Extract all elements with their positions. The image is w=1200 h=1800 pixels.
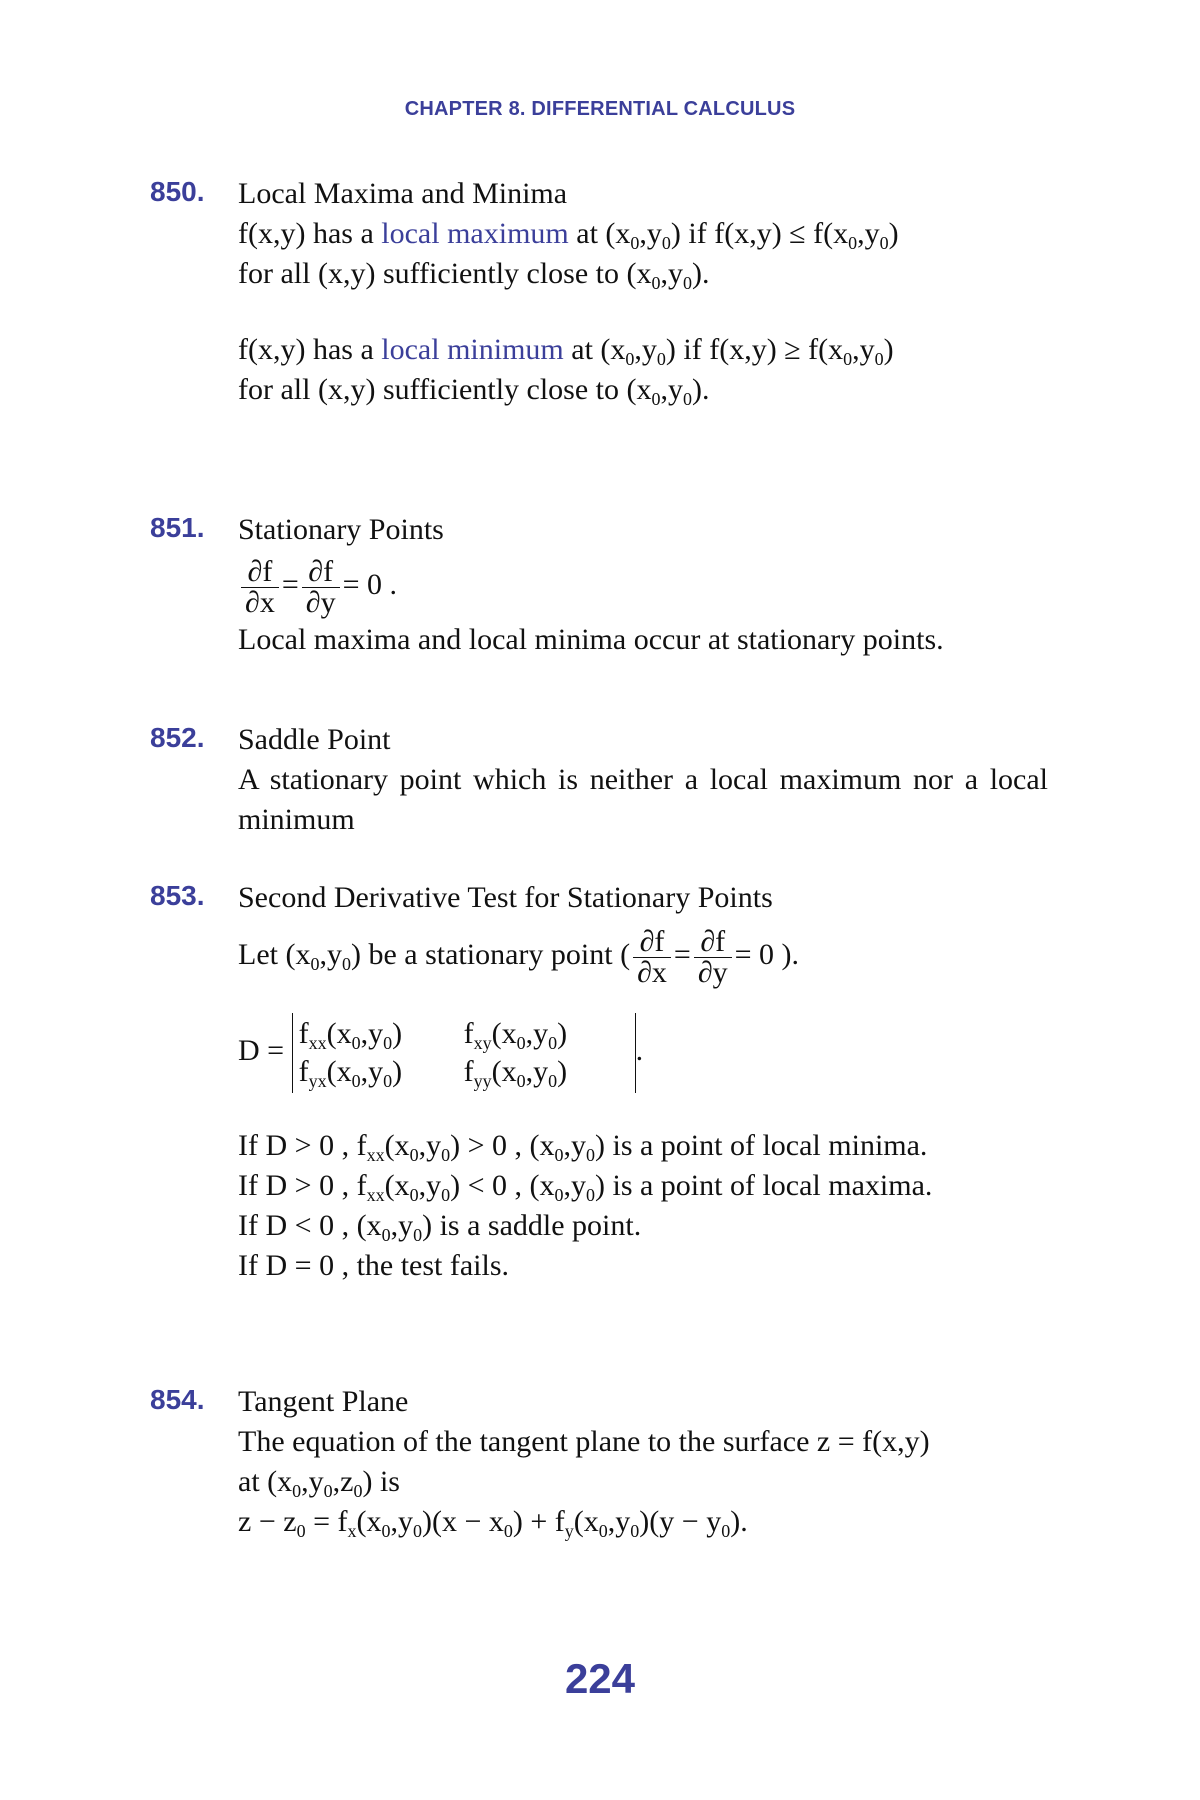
section-title: Local Maxima and Minima: [238, 177, 568, 210]
section-body: [238, 878, 1048, 1286]
section-number: 850.: [150, 176, 205, 207]
close-line: for all (x,y) sufficiently close to $(x_0,y_0)$.: [238, 257, 710, 293]
section-title: Stationary Points: [238, 513, 444, 546]
min-definition-line: f(x,y) has a local minimum at $(x_0,y_0)$ if $f(x,y) \ge f(x_0,y_0)$: [238, 333, 894, 369]
condition-maxima: If D > 0 , $f_{xx}(x_0,y_0) < 0$ , $(x_0,y_0)$ is a point of local maxima.: [238, 1169, 933, 1205]
local-minimum-term: local minimum: [381, 333, 564, 366]
stationary-equation: $\frac{\partial f}{\partial x}$ = $\frac{\partial f}{\partial y}$ = 0 .: [238, 550, 1048, 620]
section-body: [238, 1382, 1048, 1542]
df-dy-fraction: $\frac{\partial f}{\partial y}$: [302, 557, 340, 618]
chapter-header: CHAPTER 8. DIFFERENTIAL CALCULUS: [404, 98, 796, 120]
section-title: Second Derivative Test for Stationary Points: [238, 881, 773, 914]
max-definition-line: f(x,y) has a local maximum at $(x_0,y_0)$ if $f(x,y) \le f(x_0,y_0)$: [238, 217, 899, 253]
condition-fails: If D = 0 , the test fails.: [238, 1249, 510, 1282]
section-body: [238, 720, 1048, 840]
stationary-text: Local maxima and local minima occur at stationary points.: [238, 623, 944, 656]
saddle-text: A stationary point which is neither a local maximum nor a local minimum: [238, 763, 1048, 836]
section-title: Saddle Point: [238, 723, 391, 756]
close-line-2: for all (x,y) sufficiently close to $(x_0,y_0)$.: [238, 373, 710, 409]
section-number: 853.: [150, 880, 205, 911]
page-number: 224: [564, 1655, 636, 1702]
let-line: Let $(x_0,y_0)$ be a stationary point ( $\frac{\partial f}{\partial x}$ = $\frac{\partial f}{\partial y}$ = 0 ).: [238, 924, 800, 989]
section-body: [238, 174, 1048, 410]
tangent-equation: $z - z_0 = f_x(x_0,y_0)(x - x_0) + f_y(x_0,y_0)(y - y_0)$.: [238, 1505, 748, 1541]
tangent-at-line: at $(x_0,y_0,z_0)$ is: [238, 1465, 400, 1501]
section-number: 854.: [150, 1384, 205, 1415]
section-body: [238, 510, 1048, 660]
section-title: Tangent Plane: [238, 1385, 409, 1418]
condition-saddle: If D < 0 , $(x_0,y_0)$ is a saddle point.: [238, 1209, 642, 1245]
section-number: 851.: [150, 512, 205, 543]
section-number: 852.: [150, 722, 205, 753]
tangent-text: The equation of the tangent plane to the surface z = f(x,y): [238, 1425, 930, 1458]
determinant-line: D = $f_{xx}(x_0,y_0)$ $f_{xy}(x_0,y_0)$ $f_{yx}(x_0,y_0)$ $f_{yy}(x_0,y_0)$ .: [238, 1006, 1048, 1096]
local-maximum-term: local maximum: [381, 217, 569, 250]
df-dx-fraction: $\frac{\partial f}{\partial x}$: [241, 557, 279, 618]
condition-minima: If D > 0 , $f_{xx}(x_0,y_0) > 0$ , $(x_0,y_0)$ is a point of local minima.: [238, 1129, 928, 1165]
hessian-determinant: $f_{xx}(x_0,y_0)$ $f_{xy}(x_0,y_0)$ $f_{yx}(x_0,y_0)$ $f_{yy}(x_0,y_0)$: [292, 1013, 636, 1093]
